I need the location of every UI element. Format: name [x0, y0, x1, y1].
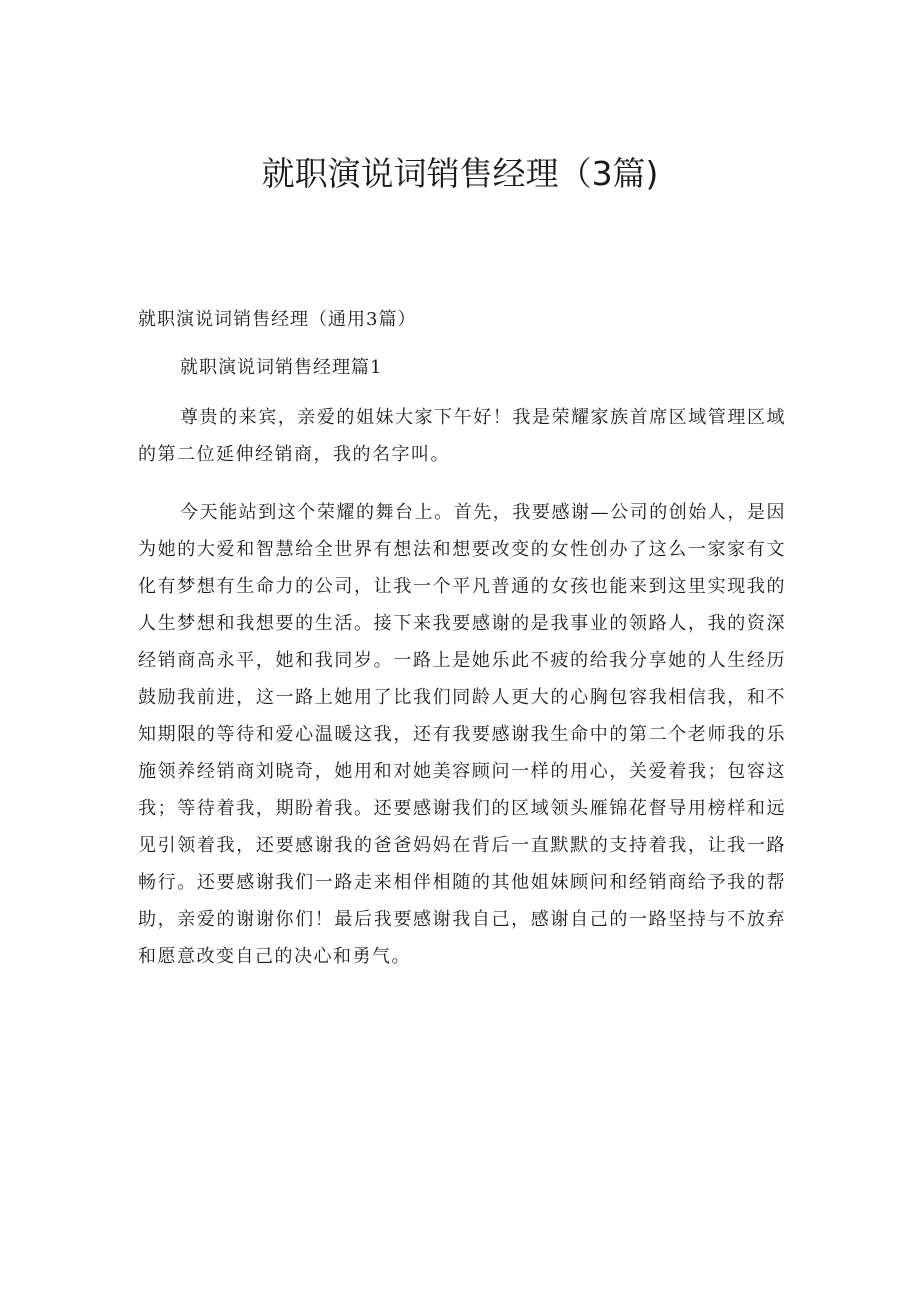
section-heading: 就职演说词销售经理篇1: [180, 357, 383, 378]
paragraph-greeting: 尊贵的来宾，亲爱的姐妹大家下午好！我是荣耀家族首席区域管理区域的第二位延伸经销商，我的名字叫。: [138, 407, 786, 465]
document-title: 就职演说词销售经理（3篇): [261, 154, 659, 193]
document-subtitle: 就职演说词销售经理（通用3篇）: [138, 309, 417, 330]
paragraph-thanks: 今天能站到这个荣耀的舞台上。首先，我要感谢—公司的创始人，是因为她的大爱和智慧给全世界有想法和想要改变的女性创办了这么一家家有文化有梦想有生命力的公司，让我一个平凡普通的女孩也能来到这里实现我的人生梦想和我想要的生活。接下来我要感谢的是我事业的领路人，我的资深经销商高永平，她和我同岁。一路上是她乐此不疲的给我分享她的人生经历鼓励我前进，这一路上她用了比我们同龄人更大的心胸包容我相信我，和不知期限的等待和爱心温暖这我，还有我要感谢我生命中的第二个老师我的乐施领养经销商刘晓奇，她用和对她美容顾问一样的用心，关爱着我；包容这我；等待着我，期盼着我。还要感谢我们的区域领头雁锦花督导用榜样和远见引领着我，还要感谢我的爸爸妈妈在背后一直默默的支持着我，让我一路畅行。还要感谢我们一路走来相伴相随的其他姐妹顾问和经销商给予我的帮助，亲爱的谢谢你们！最后我要感谢我自己，感谢自己的一路坚持与不放弃和愿意改变自己的决心和勇气。: [138, 502, 786, 967]
